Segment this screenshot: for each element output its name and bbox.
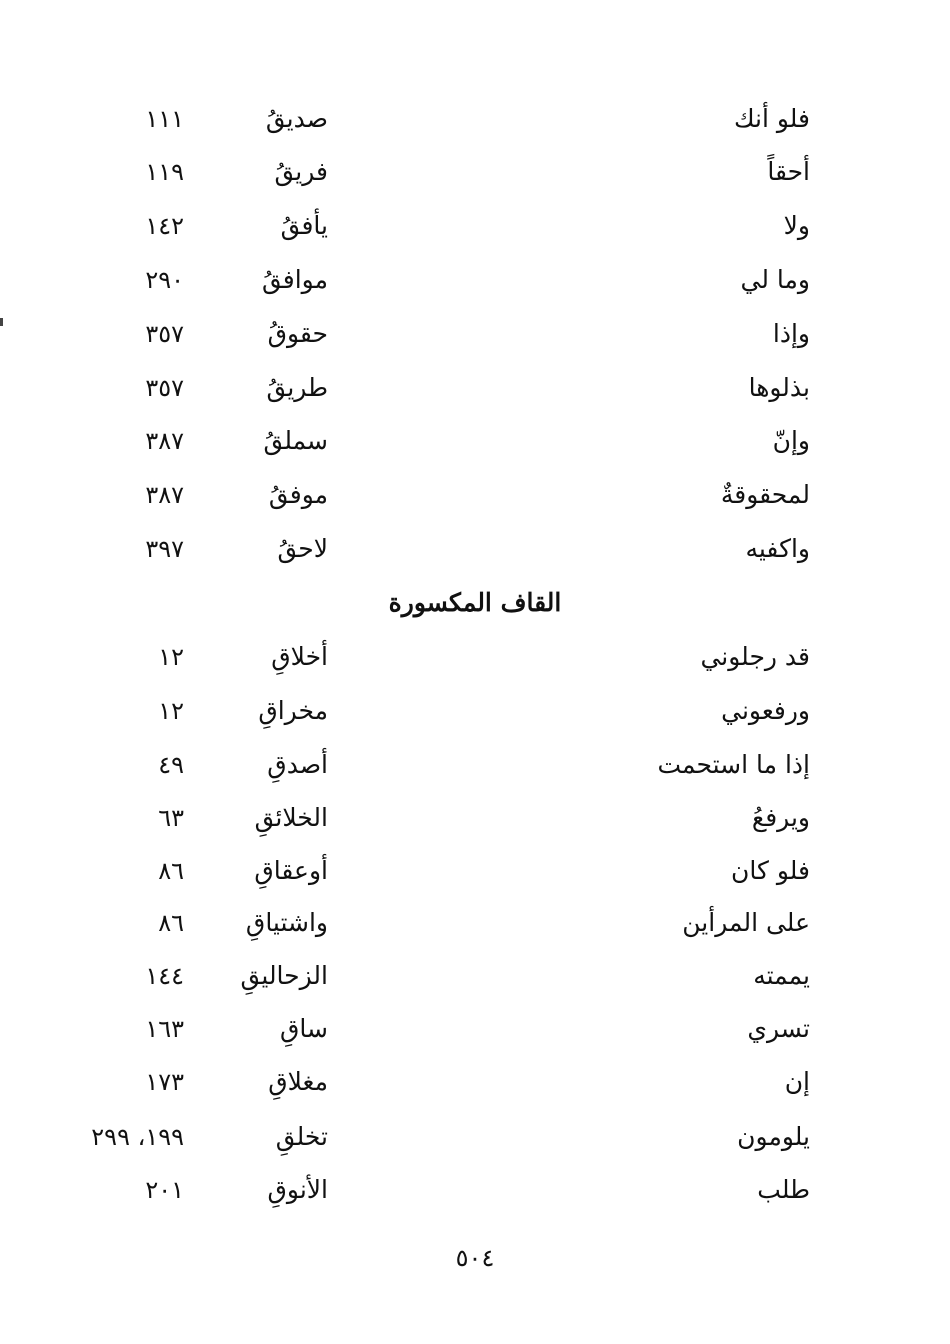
verse-opening: إن [784,1067,810,1096]
page-reference: ٤٩ [158,751,184,779]
page-reference: ١٦٣ [145,1015,184,1043]
index-row [0,99,950,139]
section-heading: القاف المكسورة [388,588,562,617]
page-reference: ١١٩ [145,158,184,186]
page-reference: ٨٦ [158,909,184,937]
rhyme-word: يأفقُ [280,211,328,240]
index-row [0,956,950,996]
page-number: ٥٠٤ [455,1244,495,1272]
rhyme-word: الخلائقِ [254,803,328,832]
index-row [0,1062,950,1102]
page-reference: ٣٥٧ [145,374,184,402]
verse-opening: بذلوها [748,373,810,402]
index-row [0,798,950,838]
index-row [0,691,950,731]
rhyme-word: سملقُ [263,426,328,455]
page-reference: ٣٥٧ [145,320,184,348]
index-row [0,637,950,677]
verse-opening: قد رجلوني [700,642,810,671]
rhyme-word: حقوقُ [267,319,328,348]
index-row [0,529,950,569]
verse-opening: إذا ما استحمت [657,750,810,779]
page-reference: ٨٦ [158,857,184,885]
index-row [0,152,950,192]
index-row [0,1009,950,1049]
rhyme-word: أوعقاقِ [254,856,328,885]
index-row [0,314,950,354]
rhyme-word: ساقِ [280,1014,328,1043]
rhyme-word: لاحقُ [277,534,328,563]
page-reference: ١٩٩، ٢٩٩ [91,1123,184,1151]
rhyme-word: أخلاقِ [271,642,328,671]
verse-opening: على المرأين [682,908,810,937]
verse-opening: وإذا [772,319,810,348]
index-row [0,851,950,891]
rhyme-word: مغلاقِ [268,1067,328,1096]
index-row [0,421,950,461]
verse-opening: ويرفعُ [751,803,810,832]
page-reference: ١٢ [158,697,184,725]
verse-opening: تسري [747,1014,810,1043]
page-reference: ١٤٤ [145,962,184,990]
rhyme-word: طريقُ [266,373,328,402]
verse-opening: فلو أنك [733,104,810,133]
verse-opening: طلب [757,1175,810,1204]
page-reference: ٢٠١ [145,1176,184,1204]
page-reference: ١٧٣ [145,1068,184,1096]
page-reference: ٣٨٧ [145,481,184,509]
rhyme-word: تخلقِ [275,1122,328,1151]
page-reference: ٣٨٧ [145,427,184,455]
rhyme-word: موفقُ [268,480,328,509]
page-reference: ١٢ [158,643,184,671]
verse-opening: أحقاً [767,157,810,186]
rhyme-word: فريقُ [274,157,328,186]
verse-opening: فلو كان [731,856,810,885]
verse-opening: ولا [783,211,810,240]
verse-opening: وما لي [740,265,810,294]
page-reference: ١١١ [145,105,184,133]
rhyme-word: أصدقِ [267,750,328,779]
verse-opening: واكفيه [745,534,810,563]
index-row [0,745,950,785]
page-reference: ٦٣ [158,804,184,832]
verse-opening: لمحقوقةٌ [720,480,810,509]
rhyme-word: صديقُ [265,104,328,133]
page-reference: ٢٩٠ [145,266,184,294]
rhyme-word: موافقُ [261,265,328,294]
index-row [0,1117,950,1157]
verse-opening: ورفعوني [721,696,810,725]
rhyme-word: الأنوقِ [267,1175,328,1204]
index-row [0,368,950,408]
verse-opening: يممته [753,961,810,990]
index-row [0,1170,950,1210]
index-row [0,260,950,300]
index-row [0,206,950,246]
page-reference: ١٤٢ [145,212,184,240]
rhyme-word: واشتياقِ [245,908,328,937]
rhyme-word: الزحاليقِ [240,961,328,990]
rhyme-word: مخراقِ [258,696,328,725]
page-reference: ٣٩٧ [145,535,184,563]
verse-opening: يلومون [737,1122,810,1151]
verse-opening: وإنّ [772,426,810,455]
index-row [0,475,950,515]
index-row [0,903,950,943]
